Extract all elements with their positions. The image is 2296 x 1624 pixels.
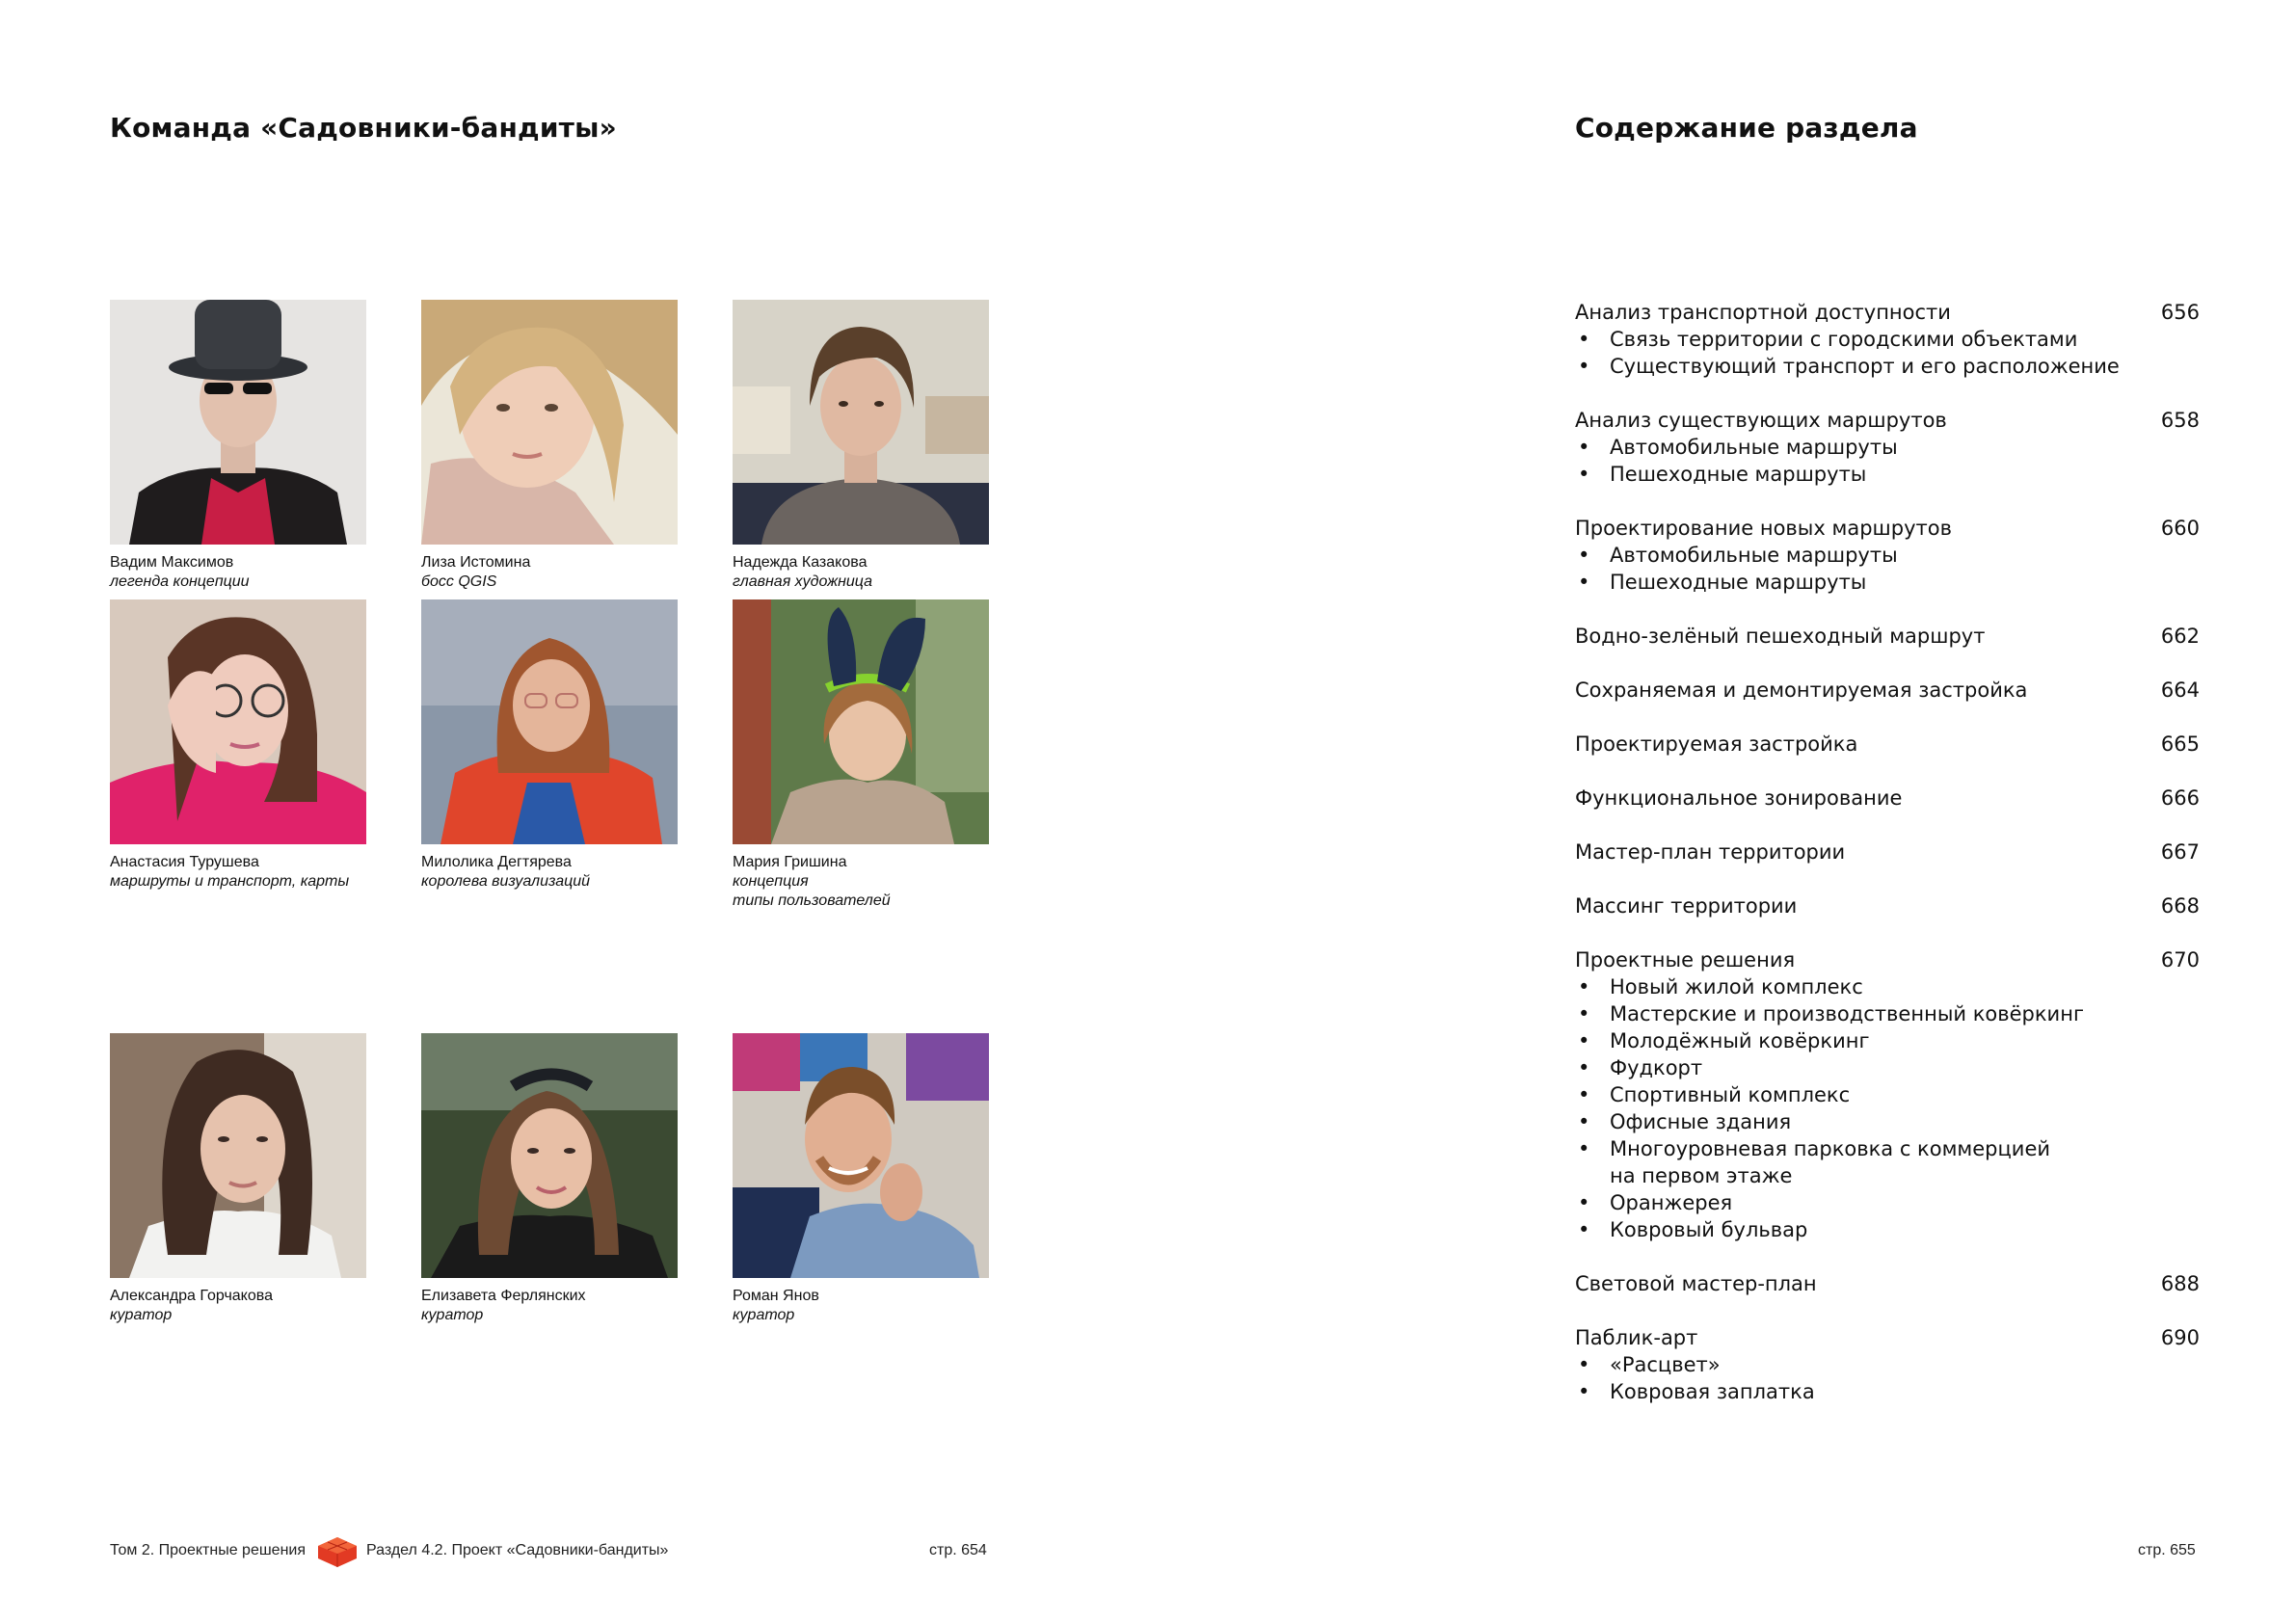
team-member-card: [110, 599, 366, 892]
toc-entry: [1575, 407, 2200, 488]
member-name: Александра Горчакова: [110, 1288, 273, 1304]
member-photo: [110, 1033, 366, 1278]
toc-page: 665: [2160, 732, 2200, 756]
toc-subitem: • «Расцвет»: [1575, 1351, 2200, 1378]
toc-entry: [1575, 785, 2200, 812]
toc-title: Мастер-план территории: [1575, 840, 1846, 864]
toc-subitem: • Спортивный комплекс: [1575, 1081, 2200, 1108]
member-role: куратор: [733, 1307, 795, 1323]
member-name: Надежда Казакова: [733, 554, 868, 571]
toc-page: 690: [2160, 1326, 2200, 1349]
page-number-left: стр. 654: [929, 1542, 987, 1558]
toc-entry: [1575, 1270, 2200, 1297]
team-member-card: [421, 1033, 678, 1325]
toc-title: Водно-зелёный пешеходный маршрут: [1575, 625, 1986, 648]
member-name: Роман Янов: [733, 1288, 819, 1304]
team-title: Команда «Садовники-бандиты»: [110, 112, 617, 144]
toc-page: 670: [2160, 948, 2200, 972]
toc-page: 667: [2160, 840, 2200, 864]
toc-page: 656: [2160, 301, 2200, 324]
member-name: Милолика Дегтярева: [421, 854, 572, 870]
member-name: Мария Гришина: [733, 854, 847, 870]
toc-subitem: • Офисные здания: [1575, 1108, 2200, 1135]
toc-title: Анализ транспортной доступности: [1575, 301, 1951, 324]
toc-entry: [1575, 677, 2200, 704]
member-name: Лиза Истомина: [421, 554, 531, 571]
member-role: куратор: [110, 1307, 173, 1323]
team-member-card: [733, 599, 989, 911]
team-member-card: [110, 1033, 366, 1325]
toc-subitem: • Автомобильные маршруты: [1575, 434, 2200, 461]
toc-subitem: • Пешеходные маршруты: [1575, 461, 2200, 488]
toc-entry: [1575, 515, 2200, 596]
toc-subitem: • Фудкорт: [1575, 1054, 2200, 1081]
member-photo: [733, 599, 989, 844]
toc-subitem: • Существующий транспорт и его расположение: [1575, 353, 2200, 380]
toc-entry: [1575, 1324, 2200, 1405]
toc-title: Массинг территории: [1575, 894, 1798, 918]
team-member-card: [733, 1033, 989, 1325]
toc-page: 660: [2160, 517, 2200, 540]
team-member-card: [110, 300, 366, 592]
member-photo: [421, 599, 678, 844]
member-role: концепция: [733, 873, 809, 890]
toc-entry: [1575, 299, 2200, 380]
toc-subitem: • Ковровая заплатка: [1575, 1378, 2200, 1405]
toc-page: 688: [2160, 1272, 2200, 1295]
table-of-contents: [1575, 299, 2200, 1432]
toc-subitem: • Многоуровневая парковка с коммерцией на первом этаже: [1575, 1135, 2200, 1189]
toc-subitem: • Автомобильные маршруты: [1575, 542, 2200, 569]
footer-section: Раздел 4.2. Проект «Садовники-бандиты»: [366, 1542, 669, 1558]
toc-title: Сохраняемая и демонтируемая застройка: [1575, 679, 2028, 702]
toc-subitem: • Молодёжный ковёркинг: [1575, 1027, 2200, 1054]
team-member-card: [421, 599, 678, 892]
toc-entry: [1575, 623, 2200, 650]
toc-subitem: • Связь территории с городскими объектами: [1575, 326, 2200, 353]
member-photo: [421, 300, 678, 545]
toc-title: Проектные решения: [1575, 948, 1796, 972]
member-photo: [110, 300, 366, 545]
page-number-right: стр. 655: [2138, 1542, 2196, 1558]
toc-page: 668: [2160, 894, 2200, 918]
member-name: Анастасия Турушева: [110, 854, 259, 870]
toc-page: 664: [2160, 679, 2200, 702]
member-role: типы пользователей: [733, 892, 891, 909]
toc-page: 662: [2160, 625, 2200, 648]
toc-subitem: • Пешеходные маршруты: [1575, 569, 2200, 596]
toc-title: Анализ существующих маршрутов: [1575, 409, 1947, 432]
member-photo: [110, 599, 366, 844]
member-name: Елизавета Ферлянских: [421, 1288, 586, 1304]
toc-subitem: • Мастерские и производственный ковёркинг: [1575, 1000, 2200, 1027]
member-photo: [733, 300, 989, 545]
member-role: куратор: [421, 1307, 484, 1323]
member-photo: [733, 1033, 989, 1278]
toc-entry: [1575, 946, 2200, 1243]
toc-entry: [1575, 731, 2200, 758]
toc-title: Функциональное зонирование: [1575, 786, 1903, 810]
toc-subitem: • Оранжерея: [1575, 1189, 2200, 1216]
toc-title: Проектирование новых маршрутов: [1575, 517, 1952, 540]
member-name: Вадим Максимов: [110, 554, 234, 571]
member-photo: [421, 1033, 678, 1278]
member-role: босс QGIS: [421, 573, 497, 590]
toc-title: Проектируемая застройка: [1575, 732, 1858, 756]
toc-title: Световой мастер-план: [1575, 1272, 1817, 1295]
toc-title: Паблик-арт: [1575, 1326, 1698, 1349]
book-logo-icon: [316, 1535, 359, 1568]
member-role: королева визуализаций: [421, 873, 591, 890]
contents-title: Содержание раздела: [1575, 112, 1918, 144]
toc-subitem: • Ковровый бульвар: [1575, 1216, 2200, 1243]
footer-volume: Том 2. Проектные решения: [110, 1542, 307, 1558]
member-role: главная художница: [733, 573, 873, 590]
member-role: маршруты и транспорт, карты: [110, 873, 350, 890]
toc-subitem: • Новый жилой комплекс: [1575, 973, 2200, 1000]
toc-page: 666: [2160, 786, 2200, 810]
toc-page: 658: [2160, 409, 2200, 432]
member-role: легенда концепции: [110, 573, 250, 590]
team-member-card: [733, 300, 989, 592]
team-member-card: [421, 300, 678, 592]
toc-entry: [1575, 892, 2200, 919]
toc-entry: [1575, 839, 2200, 865]
